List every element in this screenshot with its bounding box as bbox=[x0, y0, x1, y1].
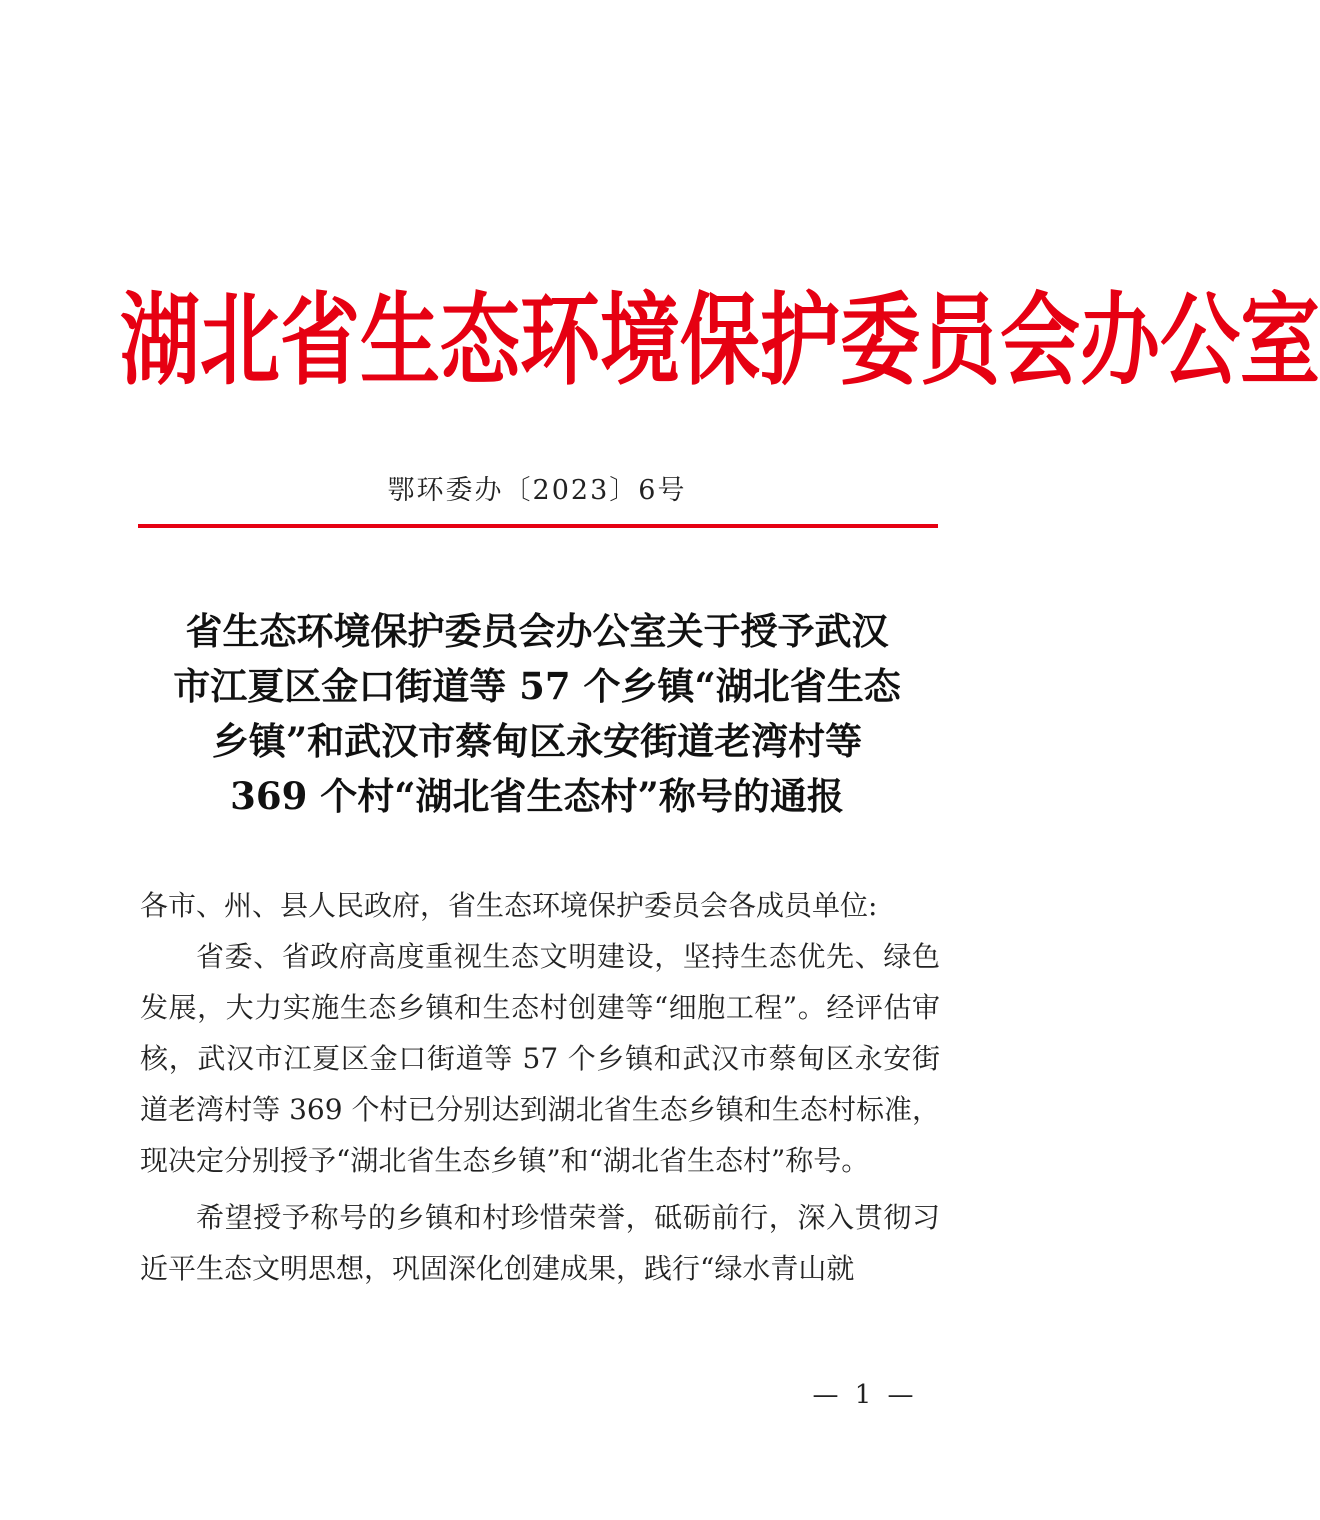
document-body bbox=[140, 880, 940, 1294]
body-paragraph: 省委、省政府高度重视生态文明建设，坚持生态优先、绿色发展，大力实施生态乡镇和生态村创建等“细胞工程”。经评估审核，武汉市江夏区金口街道等 57 个乡镇和武汉市蔡甸区永安街道老湾村等 369 个村已分别达到湖北省生态乡镇和生态村标准，现决定分别授予“湖北省生态乡镇”和“湖北省生态村”称号。 bbox=[140, 940, 940, 1177]
document-title bbox=[120, 604, 954, 824]
title-line: 369 个村“湖北省生态村”称号的通报 bbox=[230, 774, 844, 818]
red-divider-line bbox=[138, 524, 938, 528]
document-number: 鄂环委办〔2023〕6号 bbox=[387, 475, 687, 506]
salutation: 各市、州、县人民政府，省生态环境保护委员会各成员单位: bbox=[140, 889, 878, 922]
body-paragraph: 希望授予称号的乡镇和村珍惜荣誉，砥砺前行，深入贯彻习近平生态文明思想，巩固深化创建成果，践行“绿水青山就 bbox=[140, 1201, 940, 1285]
page-number: — 1 — bbox=[812, 1380, 918, 1410]
title-line: 乡镇”和武汉市蔡甸区永安街道老湾村等 bbox=[211, 719, 863, 763]
title-line: 省生态环境保护委员会办公室关于授予武汉 bbox=[185, 609, 889, 653]
masthead-title: 湖北省生态环境保护委员会办公室 bbox=[120, 281, 1320, 399]
title-line: 市江夏区金口街道等 57 个乡镇“湖北省生态 bbox=[173, 664, 901, 708]
